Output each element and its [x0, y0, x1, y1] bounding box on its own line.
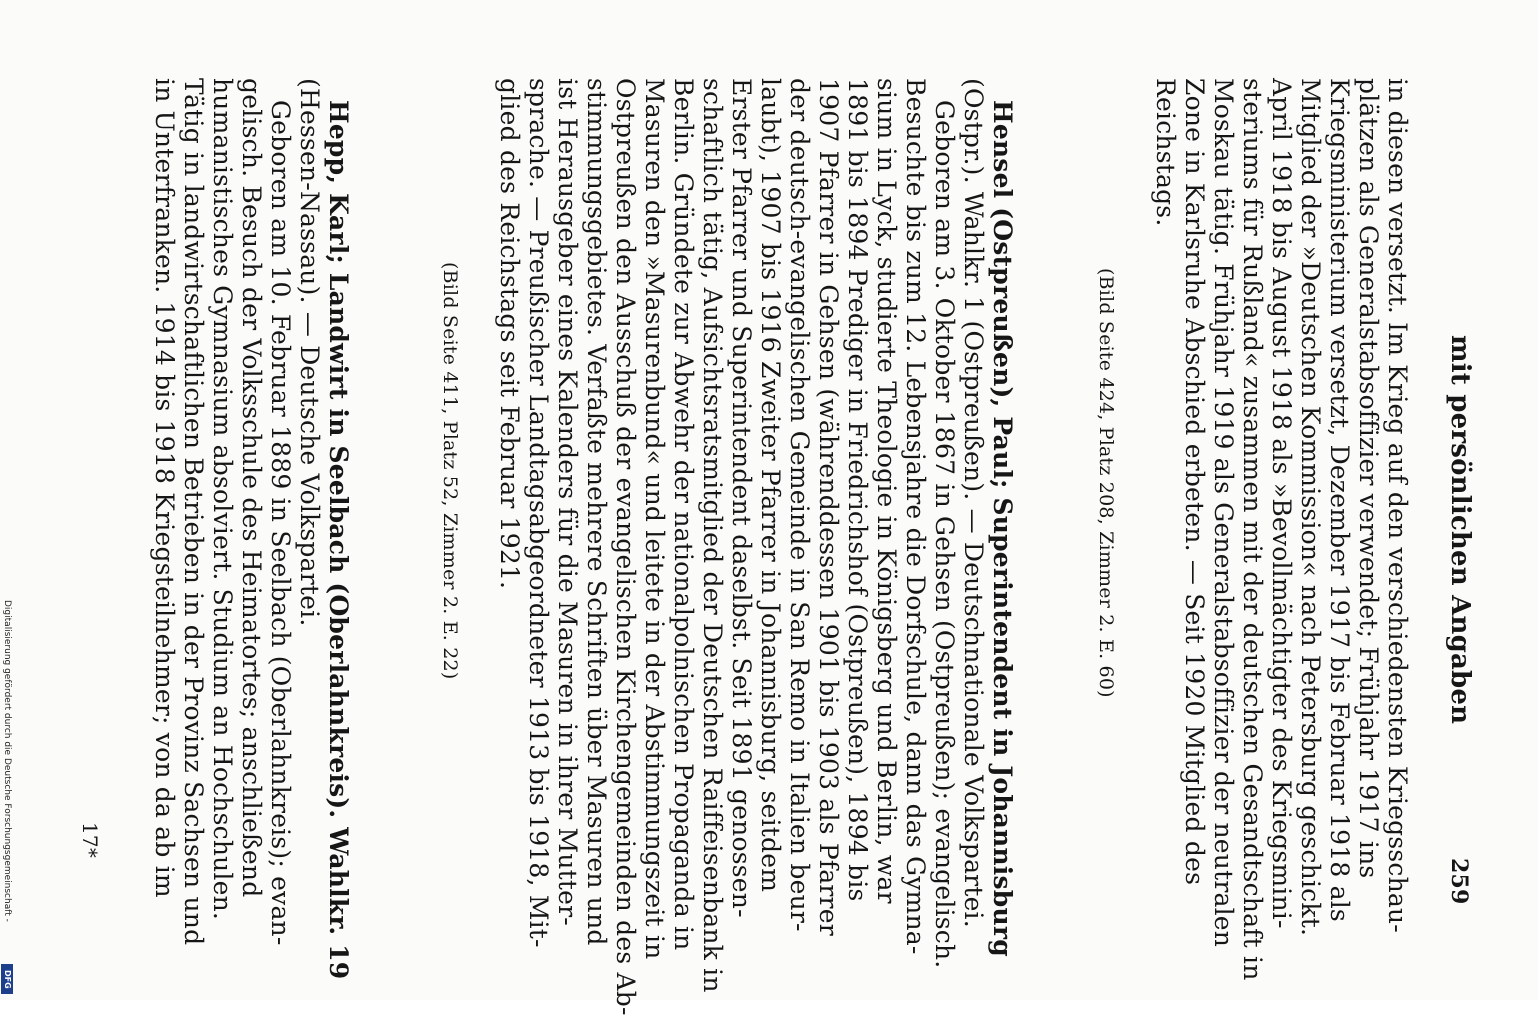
- text-line: laubt), 1907 bis 1916 Zweiter Pfarrer in Johannisburg, seitdem: [756, 78, 785, 893]
- text-line: 1907 Pfarrer in Gehsen (währenddessen 1901 bis 1903 als Pfarrer: [814, 78, 843, 936]
- text-line: Moskau tätig. Frühjahr 1919 als Generalstabsoffizier der neutralen: [1209, 78, 1238, 948]
- text-line: Masuren den »Masurenbund« und leitete in der Abstimmungszeit in: [640, 78, 669, 960]
- text-line: Besuchte bis zum 12. Lebensjahre die Dorfschule, dann das Gymna-: [901, 78, 930, 955]
- text-line: Geboren am 3. Oktober 1867 in Gehsen (Ostpreußen); evangelisch.: [930, 100, 959, 969]
- text-line: (Ostpr.). Wahlkr. 1 (Ostpreußen). — Deutschnationale Volkspartei.: [959, 78, 988, 928]
- text-line: April 1918 bis August 1918 als »Bevollmächtigter des Kriegsmini-: [1267, 78, 1296, 929]
- text-line: Erster Pfarrer und Superintendent daselbst. Seit 1891 genossen-: [727, 78, 756, 918]
- text-line: (Hessen-Nassau). — Deutsche Volkspartei.: [295, 78, 324, 627]
- text-line: glied des Reichstags seit Februar 1921.: [495, 78, 524, 590]
- text-line: stimmungsgebietes. Verfaßte mehrere Schriften über Masuren und: [582, 78, 611, 946]
- text-line: sium in Lyck, studierte Theologie in Königsberg und Berlin, war: [872, 78, 901, 904]
- signature-mark: 17*: [78, 822, 102, 859]
- text-line: in Unterfranken. 1914 bis 1918 Kriegsteilnehmer; von da ab im: [150, 78, 179, 898]
- text-line: sprache. — Preußischer Landtagsabgeordneter 1913 bis 1918, Mit-: [524, 78, 553, 948]
- reference-line: (Bild Seite 411, Platz 52, Zimmer 2. E. 22): [439, 262, 461, 680]
- text-line: Ostpreußen den Ausschuß der evangelischen Kirchengemeinden des Ab-: [611, 78, 640, 1016]
- text-line: Geboren am 10. Februar 1889 in Seelbach (Oberlahnkreis); evan-: [266, 100, 295, 946]
- page-number: 259: [1446, 858, 1472, 905]
- text-line: ist Herausgeber eines Kalenders für die Masuren in ihrer Mutter-: [553, 78, 582, 926]
- funding-note: Digitalisierung gefördert durch die Deutsche Forschungsgemeinschaft -: [2, 600, 12, 922]
- text-line: der deutsch-evangelischen Gemeinde in San Remo in Italien beur-: [785, 78, 814, 932]
- text-line: Berlin. Gründete zur Abwehr der nationalpolnischen Propaganda in: [669, 78, 698, 951]
- entry-heading: Hepp, Karl; Landwirt in Seelbach (Oberlahnkreis). Wahlkr. 19: [324, 100, 353, 980]
- text-line: Mitglied der »Deutschen Kommission« nach Petersburg geschickt.: [1296, 78, 1325, 937]
- text-line: steriums für Rußland« zusammen mit der deutschen Gesandtschaft in: [1238, 78, 1267, 981]
- text-line: gelisch. Besuch der Volksschule des Heimatortes; anschließend: [237, 78, 266, 898]
- text-line: schaftlich tätig, Aufsichtsratsmitglied der Deutschen Raiffeisenbank in: [698, 78, 727, 993]
- text-line: Tätig in landwirtschaftlichen Betrieben in der Provinz Sachsen und: [179, 78, 208, 946]
- text-line: Zone in Karlsruhe Abschied erbeten. — Seit 1920 Mitglied des: [1180, 78, 1209, 886]
- text-line: Kriegsministerium versetzt, Dezember 1917 bis Februar 1918 als: [1325, 78, 1354, 922]
- text-line: 1891 bis 1894 Prediger in Friedrichshof (Ostpreußen), 1894 bis: [843, 78, 872, 902]
- text-line: in diesen versetzt. Im Krieg auf den verschiedensten Kriegsschau-: [1383, 78, 1412, 933]
- dfg-logo-icon: DFG: [1, 964, 13, 994]
- text-line: Reichstags.: [1151, 78, 1180, 227]
- text-line: plätzen als Generalstabsoffizier verwendet; Frühjahr 1917 ins: [1354, 78, 1383, 879]
- entry-heading: Hensel (Ostpreußen), Paul; Superintendent in Johannisburg: [988, 100, 1017, 957]
- running-title: mit persönlichen Angaben: [1445, 335, 1475, 725]
- text-line: humanistisches Gymnasium absolviert. Studium an Hochschulen.: [208, 78, 237, 921]
- reference-line: (Bild Seite 424, Platz 208, Zimmer 2. E. 60): [1095, 268, 1117, 698]
